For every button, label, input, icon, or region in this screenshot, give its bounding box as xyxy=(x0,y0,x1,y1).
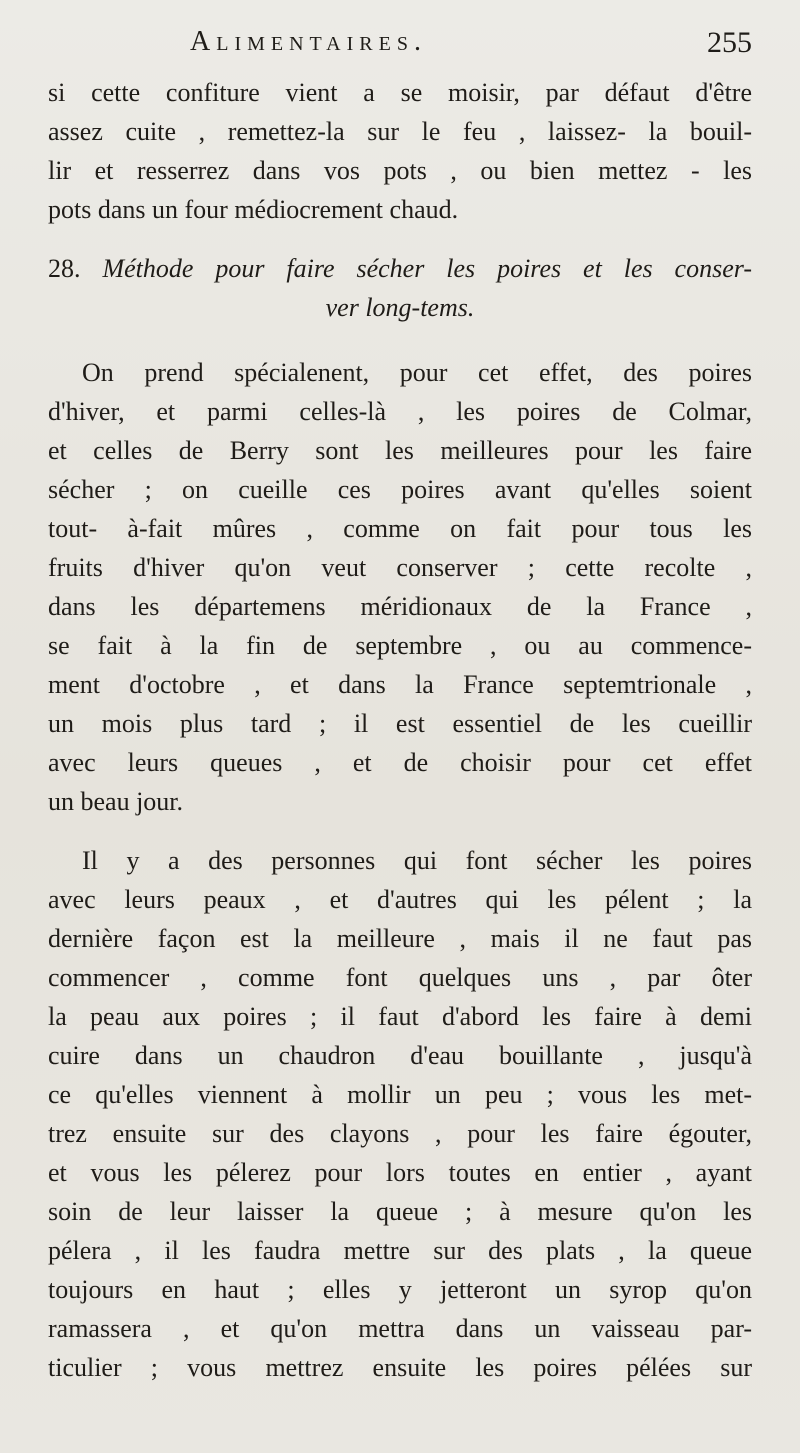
text-line: ment d'octobre , et dans la France septemtrionale , xyxy=(48,670,752,699)
section-heading xyxy=(48,249,752,327)
text-line: Il y a des personnes qui font sécher les poires xyxy=(82,846,752,875)
text-line: fruits d'hiver qu'on veut conserver ; cette recolte , xyxy=(48,553,752,582)
text-line: sécher ; on cueille ces poires avant qu'elles soient xyxy=(48,475,752,504)
text-line: et celles de Berry sont les meilleures pour les faire xyxy=(48,436,752,465)
text-line: On prend spécialenent, pour cet effet, des poires xyxy=(82,358,752,387)
text-line: avec leurs peaux , et d'autres qui les pélent ; la xyxy=(48,885,752,914)
text-line: lir et resserrez dans vos pots , ou bien mettez - les xyxy=(48,156,752,185)
page-body xyxy=(48,73,752,1387)
section-number: 28. xyxy=(48,254,81,283)
text-line: trez ensuite sur des clayons , pour les faire égouter, xyxy=(48,1119,752,1148)
text-line: un mois plus tard ; il est essentiel de les cueillir xyxy=(48,709,752,738)
text-line: et vous les pélerez pour lors toutes en entier , ayant xyxy=(48,1158,752,1187)
text-line: dernière façon est la meilleure , mais il ne faut pas xyxy=(48,924,752,953)
page-header xyxy=(190,22,752,66)
text-line: tout- à-fait mûres , comme on fait pour tous les xyxy=(48,514,752,543)
section-title-line-2: ver long-tems. xyxy=(325,293,475,322)
text-line: la peau aux poires ; il faut d'abord les faire à demi xyxy=(48,1002,752,1031)
text-line: assez cuite , remettez-la sur le feu , laissez- la bouil- xyxy=(48,117,752,146)
text-line: se fait à la fin de septembre , ou au commence- xyxy=(48,631,752,660)
continued-paragraph xyxy=(48,73,752,229)
page-number: 255 xyxy=(707,26,752,59)
text-line: toujours en haut ; elles y jetteront un syrop qu'on xyxy=(48,1275,752,1304)
section-title-line-1: Méthode pour faire sécher les poires et les conser- xyxy=(102,254,752,283)
text-line: si cette confiture vient a se moisir, par défaut d'être xyxy=(48,78,752,107)
text-line: pélera , il les faudra mettre sur des plats , la queue xyxy=(48,1236,752,1265)
paragraph xyxy=(48,353,752,821)
text-line: un beau jour. xyxy=(48,787,184,816)
text-line: commencer , comme font quelques uns , par ôter xyxy=(48,963,752,992)
text-line: cuire dans un chaudron d'eau bouillante , jusqu'à xyxy=(48,1041,752,1070)
text-line: ramassera , et qu'on mettra dans un vaisseau par- xyxy=(48,1314,752,1343)
text-line: pots dans un four médiocrement chaud. xyxy=(48,195,459,224)
text-line: ce qu'elles viennent à mollir un peu ; vous les met- xyxy=(48,1080,752,1109)
text-line: soin de leur laisser la queue ; à mesure qu'on les xyxy=(48,1197,752,1226)
text-line: dans les départemens méridionaux de la France , xyxy=(48,592,752,621)
running-head: Alimentaires. xyxy=(190,26,427,57)
text-line: d'hiver, et parmi celles-là , les poires de Colmar, xyxy=(48,397,752,426)
paragraph xyxy=(48,841,752,1387)
text-line: avec leurs queues , et de choisir pour cet effet xyxy=(48,748,752,777)
text-line: ticulier ; vous mettrez ensuite les poires pélées sur xyxy=(48,1353,752,1382)
